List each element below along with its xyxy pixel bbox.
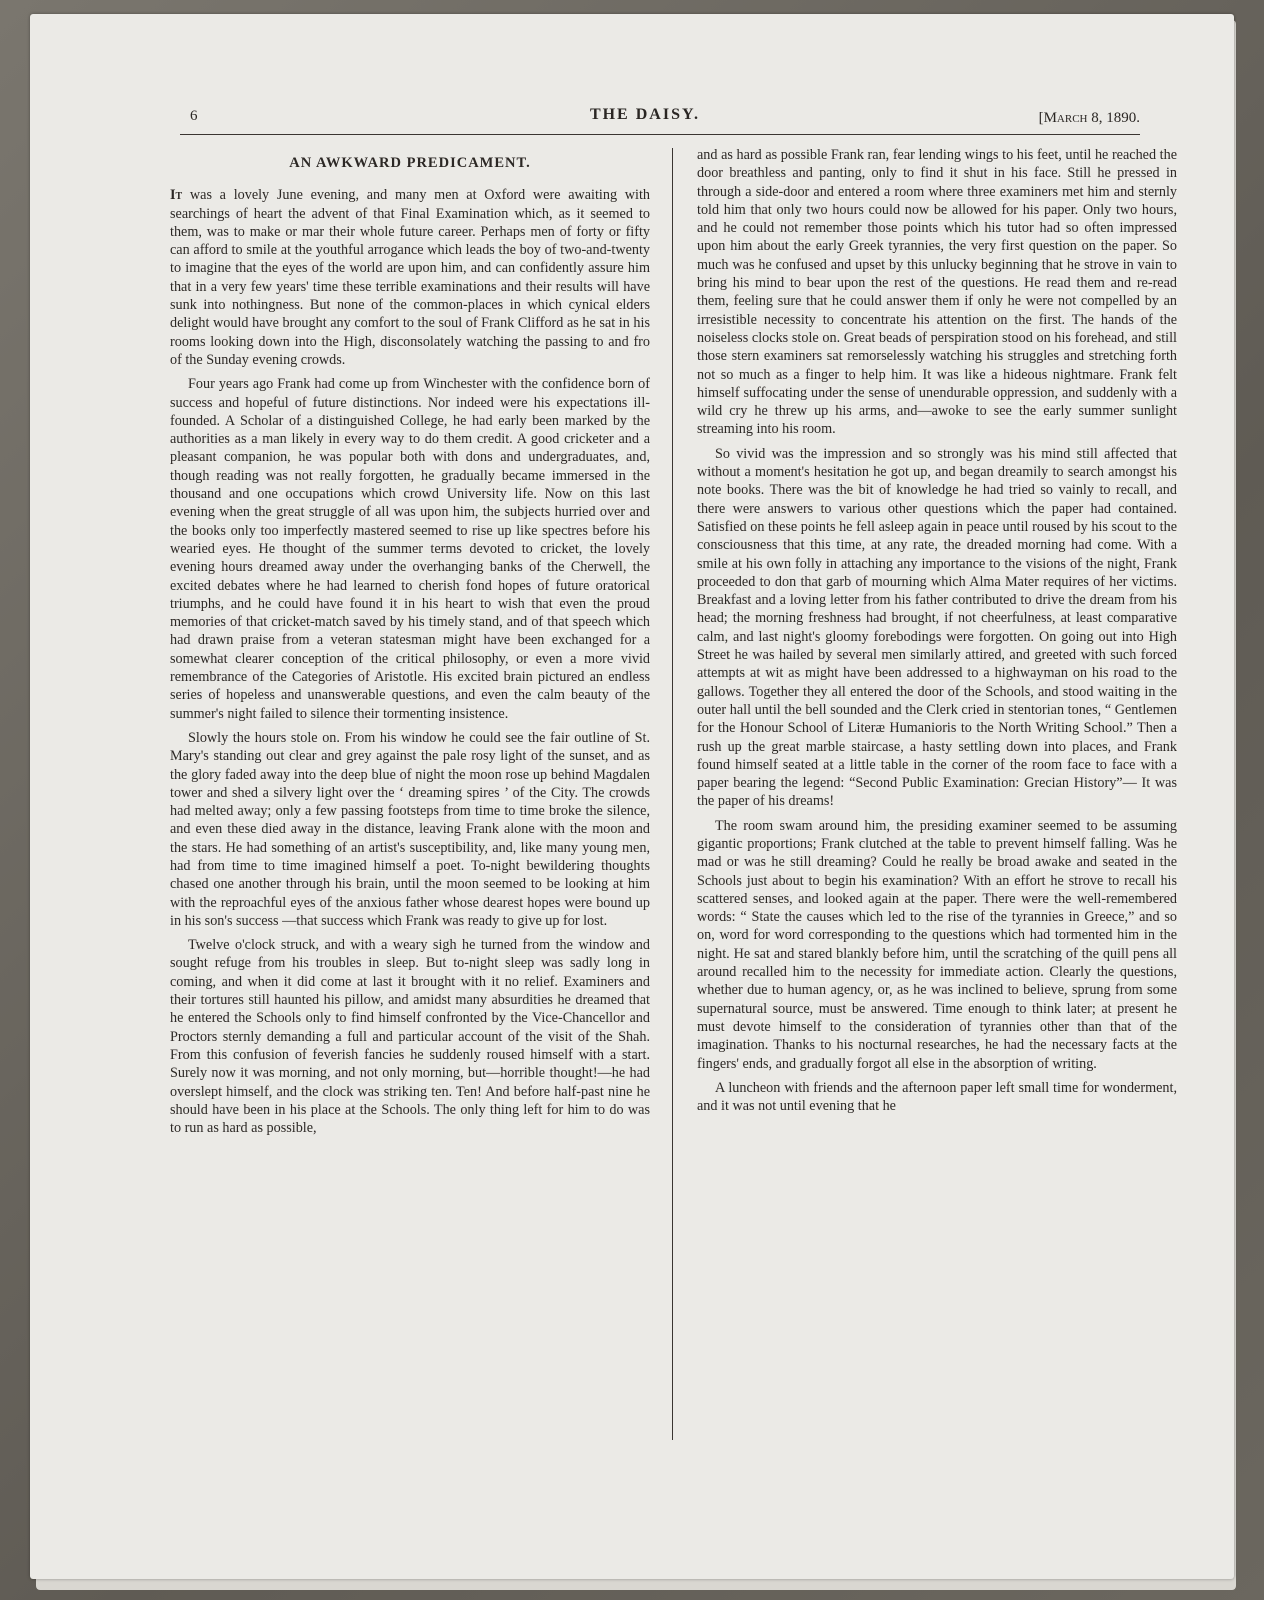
paragraph: Twelve o'clock struck, and with a weary sigh he turned from the window and sought refuge from his troubles in sleep. But to-night sleep was sadly long in coming, and when it did come at last it brought with it no relief. Examiners and their tortures still haunted his pillow, and amidst many absurdities he dreamed that he entered the Schools only to find himself confronted by the Vice-Chancellor and Proctors sternly demanding a full and particular account of the visit of the Shah. From this confusion of feverish fancies he suddenly roused himself with a start. Surely now it was morning, and not only morning, but—horrible thought!—he had overslept himself, and the clock was striking ten. Ten! And before half-past nine he should have been in his place at the Schools. The only thing left for him to do was to run as hard as possible, [170, 937, 650, 1137]
paragraph-text: was a lovely June evening, and many men at Oxford were awaiting with searchings of heart the advent of that Final Examination which, as it seemed to them, was to make or mar their whole future career. Perhaps men of forty or fifty can afford to smile at the youthful arrogance which leads the boy of two-and-twenty to imagine that the eyes of the world are upon him, and can confidently assure him that in a very few years' time these terrible examinations and their results will have sunk into nothingness. But none of the common-places in which cynical elders delight would have brought any comfort to the soul of Frank Clifford as he sat in his rooms looking down into the High, disconsolately watching the passing to and fro of the Sunday evening crowds. [170, 187, 650, 368]
paragraph: Four years ago Frank had come up from Winchester with the confidence born of success and hopeful of future distinctions. Nor indeed were his expectations ill-founded. A Scholar of a distinguished College, he had early been marked by the authorities as a man likely in every way to do them credit. A good cricketer and a pleasant companion, he was popular both with dons and undergraduates, and, though reading was not really forgotten, he gradually became immersed in the thousand and one occupations which crowd University life. Now on this last evening when the great struggle of all was upon him, the subjects hurried over and the books only too imperfectly mastered seemed to rise up like spectres before his wearied eyes. He thought of the summer terms devoted to cricket, the lovely evening hours dreamed away under the overhanging banks of the Cherwell, the excited debates where he had learned to cherish fond hopes of future oratorical triumphs, and he could have found it in his heart to wish that even the proud memories of that cricket-match saved by his timely stand, and of that speech which had drawn praise from a veteran statesman might have been exchanged for a somewhat clearer conception of the critical philosophy, or even a more vivid remembrance of the Categories of Aristotle. His excited brain pictured an endless series of hopeless and unanswerable questions, and even the calm beauty of the summer's night failed to silence their tormenting insistence. [170, 376, 650, 722]
masthead: THE DAISY. [589, 106, 701, 123]
issue-date: [March 8, 1890. [1038, 110, 1140, 126]
page-header [150, 98, 1140, 132]
page-number: 6 [190, 108, 198, 124]
paragraph: and as hard as possible Frank ran, fear lending wings to his feet, until he reached the door breathless and panting, only to find it shut in his face. Still he pressed in through a side-door and entered a room where three examiners met him and sternly told him that only two hours could now be allowed for his paper. Only two hours, and he could not remember those points which his tutor had so often impressed upon him about the early Greek tyrannies, the very first question on the paper. So much was he confused and upset by this unlucky beginning that he strove in vain to bring his mind to bear upon the rest of the questions. He read them and re-read them, feeling sure that he could answer them if only he were not compelled by an irresistible necessity to concentrate his attention on the first. The hands of the noiseless clocks stole on. Great beads of perspiration stood on his forehead, and still those stern examiners sat remorselessly watching his struggles and stretching forth not so much as a finger to help him. It was like a hideous nightmare. Frank felt himself suffocating under the sense of unendurable oppression, and suddenly with a wild cry he threw up his arms, and—awoke to see the early summer sunlight streaming into his room. [697, 147, 1177, 438]
paragraph: The room swam around him, the presiding examiner seemed to be assuming gigantic proportions; Frank clutched at the table to prevent himself falling. Was he mad or was he still dreaming? Could he really be broad awake and seated in the Schools just about to begin his examination? With an effort he strove to recall his scattered senses, and looked again at the paper. There were the well-remembered words: “ State the causes which led to the rise of the tyrannies in Greece,” and so on, word for word corresponding to the questions which had tormented him in the night. He sat and stared blankly before him, until the scratching of the quill pens all around recalled him to the necessity for immediate action. Clearly the questions, whether due to human agency, or, as he was inclined to believe, sprung from some supernatural source, must be answered. Time enough to think later; at present he must devote himself to the consideration of tyrannies other than that of the imagination. Thanks to his nocturnal researches, he had the necessary facts at the fingers' ends, and gradually forgot all else in the absorption of writing. [697, 817, 1177, 1072]
column-rule [672, 148, 673, 1440]
paragraph: A luncheon with friends and the afternoon paper left small time for wonderment, and it was not until evening that he [697, 1079, 1177, 1115]
paragraph: So vivid was the impression and so strongly was his mind still affected that without a moment's hesitation he got up, and began dreamily to search amongst his note books. There was the bit of knowledge he had tried so vainly to recall, and there were answers to various other questions which the paper had contained. Satisfied on these points he fell asleep again in peace until roused by his scout to the consciousness that this time, at any rate, the dreaded morning had come. With a smile at his own folly in attaching any importance to the visions of the night, Frank proceeded to don that garb of mourning which Alma Mater requires of her victims. Breakfast and a loving letter from his father contributed to drive the dream from his head; the morning freshness had brought, if not cheerfulness, at least comparative calm, and last night's gloomy forebodings were forgotten. On going out into High Street he was hailed by several men similarly attired, and greeted with such forced attempts at wit as might have been addressed to a highwayman on his road to the gallows. Together they all entered the door of the Schools, and stood waiting in the outer hall until the bell sounded and the Clerk cried in stentorian tones, “ Gentlemen for the Honour School of Literæ Humanioris to the North Writing School.” Then a rush up the great marble staircase, a hasty settling down into places, and Frank found himself seated at a little table in the corner of the room face to face with a paper bearing the legend: “Second Public Examination: Grecian History”— It was the paper of his dreams! [697, 445, 1177, 810]
article-title: AN AWKWARD PREDICAMENT. [289, 155, 531, 171]
header-rule [180, 134, 1140, 135]
opening-word: It [170, 187, 183, 204]
paragraph [170, 186, 650, 369]
left-column [170, 146, 650, 1143]
paragraph: Slowly the hours stole on. From his window he could see the fair outline of St. Mary's standing out clear and grey against the pale rosy light of the sunset, and as the glory faded away into the deep blue of night the moon rose up behind Magdalen tower and shed a silvery light over the ‘ dreaming spires ’ of the City. The crowds had melted away; only a few passing footsteps from time to time broke the silence, and even these died away in the distance, leaving Frank alone with the moon and the stars. He had something of an artist's susceptibility, and, like many young men, had from time to time imagined himself a poet. To-night bewildering thoughts chased one another through his brain, until the moon seemed to be looking at him with the reproachful eyes of the anxious father whose dearest hopes were bound up in his son's success —that success which Frank was ready to give up for lost. [170, 729, 650, 929]
right-column [697, 146, 1177, 1121]
